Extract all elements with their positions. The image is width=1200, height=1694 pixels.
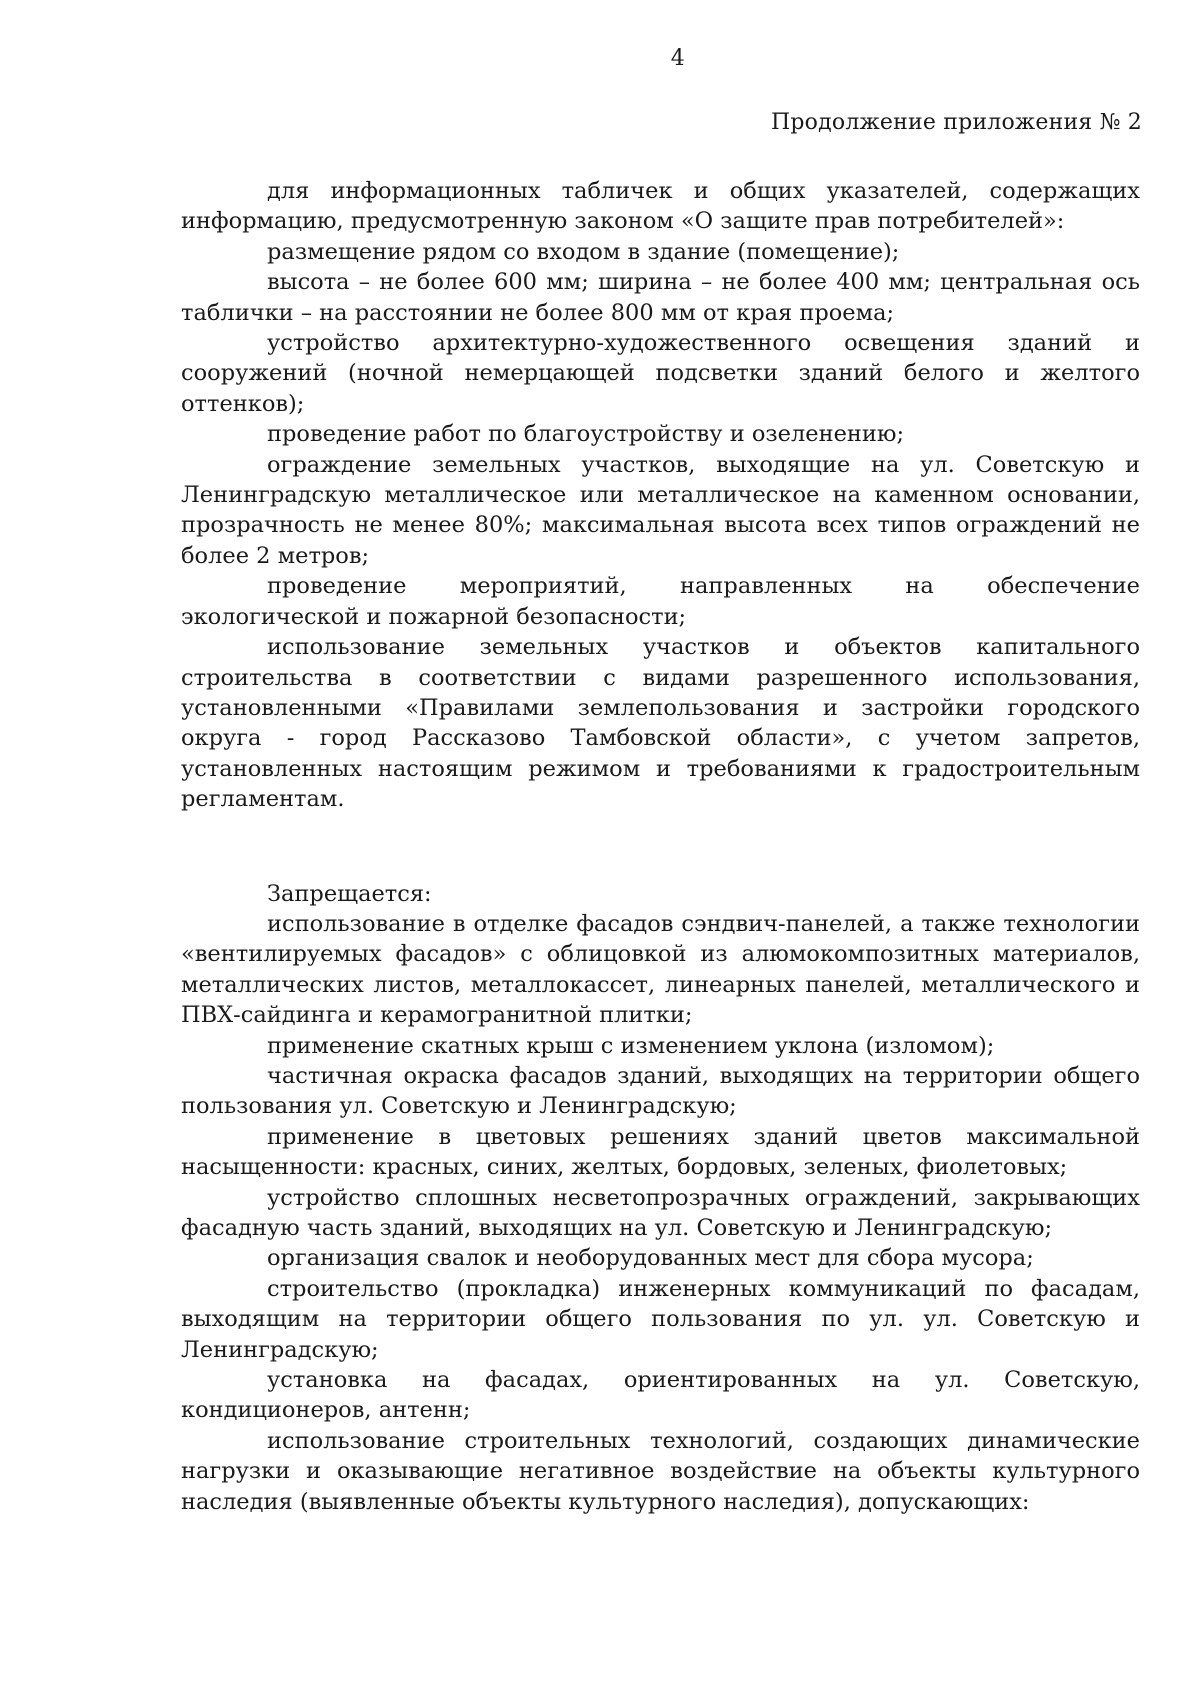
document-body [181,176,1140,1517]
prohibition-item: применение скатных крыш с изменением уклона (изломом); [267,1032,995,1059]
paragraph: ограждение земельных участков, выходящие на ул. Советскую и Ленинградскую металлическое или металлическое на каменном основании, прозрачность не менее 80%; максимальная высота всех типов ограждений не более 2 метров; [181,451,1140,569]
prohibition-item: установка на фасадах, ориентированных на ул. Советскую, кондиционеров, антенн; [181,1367,1140,1424]
paragraph: проведение работ по благоустройству и озеленению; [267,421,905,448]
prohibition-item: организация свалок и необорудованных мест для сбора мусора; [267,1245,1034,1272]
paragraph: размещение рядом со входом в здание (помещение); [267,238,900,265]
page-number: 4 [670,46,686,71]
paragraph: использование земельных участков и объектов капитального строительства в соответствии с видами разрешенного использования, установленными «Правилами землепользования и застройки городского округа - город Рассказово Тамбовской области», с учетом запретов, установленных настоящим режимом и требованиями к градостроительным регламентам. [181,634,1140,813]
prohibition-item: частичная окраска фасадов зданий, выходящих на территории общего пользования ул. Советскую и Ленинградскую; [181,1062,1140,1120]
prohibitions-heading: Запрещается: [267,880,432,907]
prohibition-item: устройство сплошных несветопрозрачных ограждений, закрывающих фасадную часть зданий, выходящих на ул. Советскую и Ленинградскую; [181,1184,1140,1241]
paragraph: для информационных табличек и общих указателей, содержащих информацию, предусмотренную законом «О защите прав потребителей»: [181,178,1140,235]
paragraph: устройство архитектурно-художественного освещения зданий и сооружений (ночной немерцающей подсветки зданий белого и желтого оттенков); [181,330,1140,417]
prohibition-item: применение в цветовых решениях зданий цветов максимальной насыщенности: красных, синих, желтых, бордовых, зеленых, фиолетовых; [181,1123,1140,1181]
paragraph: проведение мероприятий, направленных на обеспечение экологической и пожарной безопасности; [181,573,1140,630]
paragraph: высота – не более 600 мм; ширина – не более 400 мм; центральная ось таблички – на расстоянии не более 800 мм от края проема; [181,269,1140,326]
section-spacer [181,815,1140,879]
prohibition-item: строительство (прокладка) инженерных коммуникаций по фасадам, выходящим на территории общего пользования по ул. ул. Советскую и Ленинградскую; [181,1275,1140,1363]
prohibition-item: использование в отделке фасадов сэндвич-панелей, а также технологии «вентилируемых фасадов» с облицовкой из алюмокомпозитных материалов, металлических листов, металлокассет, линеарных панелей, металлического и ПВХ-сайдинга и керамогранитной плитки; [181,910,1140,1029]
prohibition-item: использование строительных технологий, создающих динамические нагрузки и оказывающие негативное воздействие на объекты культурного наследия (выявленные объекты культурного наследия), допускающих: [181,1427,1140,1515]
appendix-continuation-label: Продолжение приложения № 2 [771,110,1142,135]
